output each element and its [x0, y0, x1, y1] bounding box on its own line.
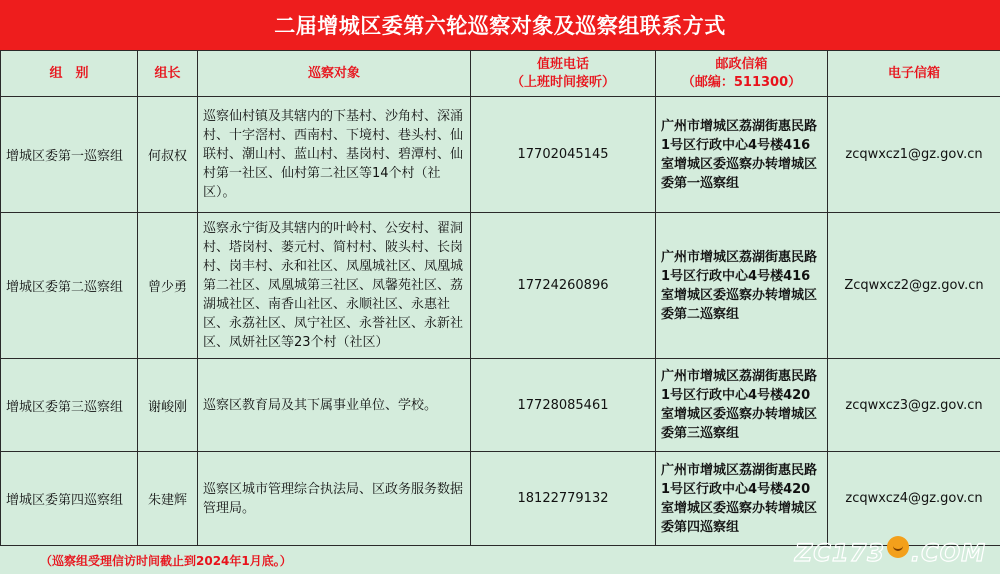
watermark-left: ZC173: [794, 539, 885, 567]
phone-cell[interactable]: 17728085461: [471, 359, 656, 452]
site-watermark: [795, 538, 986, 568]
header-mail: [656, 51, 828, 97]
footnote: （巡察组受理信访时间截止到2024年1月底。）: [40, 554, 292, 568]
header-row: [1, 51, 1000, 97]
mail-address-cell: 广州市增城区荔湖街惠民路1号区行政中心4号楼420室增城区委巡察办转增城区委第四巡察组: [656, 452, 828, 546]
leader-cell: 曾少勇: [138, 213, 198, 359]
phone-cell[interactable]: 18122779132: [471, 452, 656, 546]
watermark-right: .COM: [910, 539, 986, 567]
mail-address-cell: 广州市增城区荔湖街惠民路1号区行政中心4号楼420室增城区委巡察办转增城区委第三巡察组: [656, 359, 828, 452]
group-cell: 增城区委第四巡察组: [1, 452, 138, 546]
table-row: [1, 452, 1000, 546]
phone-cell[interactable]: 17702045145: [471, 97, 656, 213]
table-row: [1, 359, 1000, 452]
table-row: [1, 97, 1000, 213]
targets-cell: 巡察区城市管理综合执法局、区政务服务数据管理局。: [198, 452, 471, 546]
header-mail-note: （邮编：511300）: [681, 74, 802, 90]
mail-address-cell: 广州市增城区荔湖街惠民路1号区行政中心4号楼416室增城区委巡察办转增城区委第一巡察组: [656, 97, 828, 213]
header-email: 电子信箱: [828, 51, 1000, 97]
group-cell: 增城区委第三巡察组: [1, 359, 138, 452]
leader-cell: 何叔权: [138, 97, 198, 213]
header-mail-title: 邮政信箱: [715, 56, 768, 72]
header-phone: [471, 51, 656, 97]
group-cell: 增城区委第一巡察组: [1, 97, 138, 213]
mail-address-cell: 广州市增城区荔湖街惠民路1号区行政中心4号楼416室增城区委巡察办转增城区委第二巡察组: [656, 213, 828, 359]
page-title: 二届增城区委第六轮巡察对象及巡察组联系方式: [0, 0, 1000, 50]
smiley-logo-icon: [887, 536, 909, 558]
targets-cell: 巡察永宁街及其辖内的叶岭村、公安村、翟洞村、塔岗村、蒌元村、简村村、陂头村、长岗村、岗丰村、永和社区、凤凰城社区、凤凰城第二社区、凤凰城第三社区、凤馨苑社区、荔湖城社区、南香山社区、永顺社区、永惠社区、永荔社区、凤宁社区、永誉社区、永新社区、凤妍社区等23个村（社区）: [198, 213, 471, 359]
group-cell: 增城区委第二巡察组: [1, 213, 138, 359]
header-targets: 巡察对象: [198, 51, 471, 97]
targets-cell: 巡察区教育局及其下属事业单位、学校。: [198, 359, 471, 452]
header-group: 组 别: [1, 51, 138, 97]
contact-table: [0, 50, 1000, 546]
header-leader: 组长: [138, 51, 198, 97]
email-cell[interactable]: Zcqwxcz2@gz.gov.cn: [828, 213, 1000, 359]
phone-cell[interactable]: 17724260896: [471, 213, 656, 359]
table-row: [1, 213, 1000, 359]
header-phone-note: （上班时间接听）: [510, 74, 615, 90]
leader-cell: 谢峻刚: [138, 359, 198, 452]
targets-cell: 巡察仙村镇及其辖内的下基村、沙角村、深涌村、十字滘村、西南村、下境村、巷头村、仙联村、潮山村、蓝山村、基岗村、碧潭村、仙村第一社区、仙村第二社区等14个村（社区）。: [198, 97, 471, 213]
header-phone-title: 值班电话: [536, 56, 589, 72]
leader-cell: 朱建辉: [138, 452, 198, 546]
email-cell[interactable]: zcqwxcz1@gz.gov.cn: [828, 97, 1000, 213]
email-cell[interactable]: zcqwxcz3@gz.gov.cn: [828, 359, 1000, 452]
email-cell[interactable]: zcqwxcz4@gz.gov.cn: [828, 452, 1000, 546]
